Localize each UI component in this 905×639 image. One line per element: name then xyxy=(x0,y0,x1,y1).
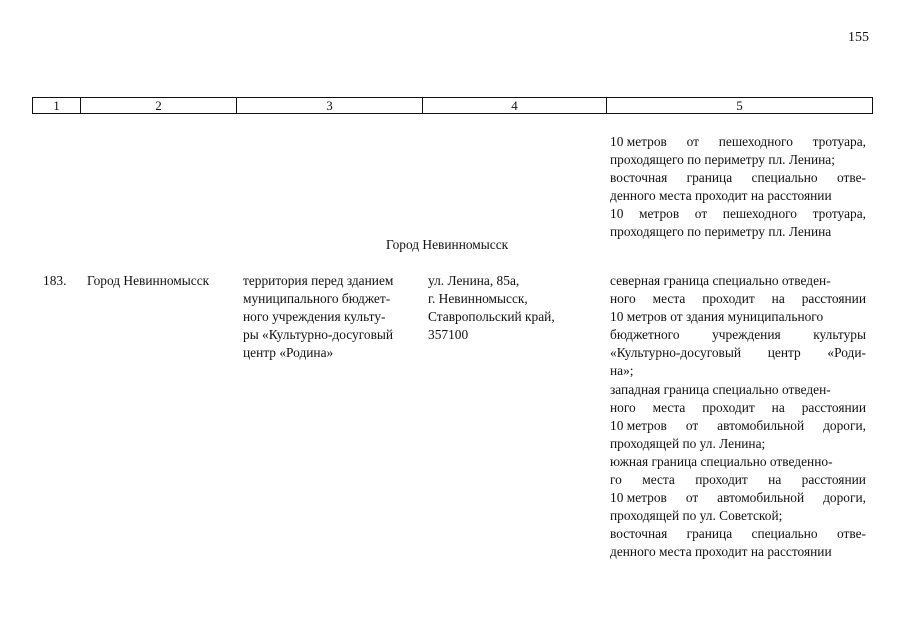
text-line xyxy=(610,453,866,471)
column-header-row xyxy=(33,98,873,114)
text-line xyxy=(243,326,418,344)
text-fragment: отве- xyxy=(836,526,866,542)
column-header-1: 1 xyxy=(33,98,81,114)
text-line xyxy=(610,326,866,344)
text-fragment: ного xyxy=(610,399,636,415)
text-line xyxy=(610,344,866,362)
text-fragment: расстоянии xyxy=(801,291,866,307)
text-fragment: дороги, xyxy=(823,417,866,433)
text-fragment: проходит xyxy=(702,291,755,307)
text-fragment: денного места проходит на расстоянии xyxy=(610,544,832,560)
text-fragment: дороги, xyxy=(823,490,866,506)
text-line xyxy=(428,308,598,326)
column-header-4: 4 xyxy=(423,98,607,114)
text-line xyxy=(610,187,866,205)
text-line xyxy=(610,399,866,417)
row-territory xyxy=(243,272,418,362)
text-fragment: ры «Культурно-досуговый xyxy=(243,327,394,343)
text-fragment: денного места проходит на расстоянии xyxy=(610,188,832,204)
text-line xyxy=(428,272,598,290)
column-header-table xyxy=(32,97,873,114)
text-fragment: расстоянии xyxy=(801,399,866,415)
text-line xyxy=(610,489,866,507)
text-fragment: 10 метров от здания муниципального xyxy=(610,309,824,325)
text-fragment: граница xyxy=(686,170,733,186)
text-fragment: пешеходного xyxy=(722,206,798,222)
text-fragment: специально xyxy=(751,170,818,186)
text-fragment: от xyxy=(694,206,708,222)
text-fragment: ного xyxy=(610,291,636,307)
text-fragment: пешеходного xyxy=(718,134,793,149)
text-line xyxy=(243,308,418,326)
text-fragment: места xyxy=(652,291,686,307)
text-line xyxy=(610,205,866,223)
text-fragment: центр «Родина» xyxy=(243,345,334,361)
text-fragment: северная граница специально отведен- xyxy=(610,273,831,288)
text-fragment: тротуара, xyxy=(812,206,866,222)
text-fragment: южная граница специально отведенно- xyxy=(610,453,833,469)
row-description xyxy=(610,272,866,562)
text-line xyxy=(610,133,866,151)
text-fragment: специально xyxy=(751,526,818,542)
text-fragment: от xyxy=(685,490,699,506)
page-number: 155 xyxy=(848,30,869,45)
text-fragment: западная граница специально отведен- xyxy=(610,381,831,397)
text-line xyxy=(610,169,866,187)
text-line xyxy=(243,290,418,308)
text-fragment: проходящего по периметру пл. Ленина; xyxy=(610,152,835,168)
row-number: 183. xyxy=(43,273,67,288)
column-header-5: 5 xyxy=(607,98,873,114)
text-fragment: автомобильной xyxy=(717,417,805,433)
text-line xyxy=(610,308,866,326)
text-fragment: центр xyxy=(767,345,801,361)
text-fragment: г. Невинномысск, xyxy=(428,291,528,307)
text-fragment: граница xyxy=(686,526,733,542)
text-fragment: муниципального бюджет- xyxy=(243,291,391,307)
text-fragment: 10 метров xyxy=(610,417,667,433)
text-fragment: на xyxy=(768,472,782,488)
text-fragment: 357100 xyxy=(428,327,469,343)
text-fragment: отве- xyxy=(836,170,866,186)
text-line xyxy=(610,151,866,169)
text-fragment: ул. Ленина, 85а, xyxy=(428,273,520,288)
text-line xyxy=(610,543,866,561)
text-line xyxy=(610,381,866,399)
row-city: Город Невинномысск xyxy=(87,273,210,288)
text-fragment: территория перед зданием xyxy=(243,273,394,288)
text-fragment: на»; xyxy=(610,363,634,379)
text-line xyxy=(610,272,866,290)
text-line xyxy=(428,326,598,344)
continued-description xyxy=(610,133,866,242)
text-fragment: учреждения xyxy=(712,327,781,343)
text-fragment: «Роди- xyxy=(827,345,866,361)
text-fragment: расстоянии xyxy=(801,472,866,488)
text-fragment: от xyxy=(685,417,699,433)
text-line xyxy=(610,290,866,308)
section-title: Город Невинномысск xyxy=(386,237,509,252)
text-fragment: восточная xyxy=(610,170,668,186)
text-fragment: Ставропольский край, xyxy=(428,309,555,325)
text-fragment: на xyxy=(771,291,785,307)
text-fragment: автомобильной xyxy=(717,490,805,506)
text-fragment: восточная xyxy=(610,526,668,542)
text-fragment: тротуара, xyxy=(812,134,866,149)
text-line xyxy=(610,435,866,453)
text-fragment: ного учреждения культу- xyxy=(243,309,386,325)
text-line xyxy=(243,272,418,290)
text-fragment: на xyxy=(771,399,785,415)
column-header-3: 3 xyxy=(237,98,423,114)
text-fragment: проходит xyxy=(695,472,748,488)
text-fragment: проходящего по периметру пл. Ленина xyxy=(610,224,832,240)
text-fragment: проходит xyxy=(702,399,755,415)
text-fragment: 10 метров xyxy=(610,490,667,506)
text-line xyxy=(428,290,598,308)
text-line xyxy=(610,362,866,380)
text-fragment: места xyxy=(652,399,686,415)
row-address xyxy=(428,272,598,344)
text-fragment: места xyxy=(642,472,675,488)
text-fragment: проходящей по ул. Советской; xyxy=(610,508,783,524)
text-fragment: культуры xyxy=(813,327,866,343)
column-header-2: 2 xyxy=(81,98,237,114)
text-fragment: 10 метров xyxy=(610,134,667,149)
text-line xyxy=(610,507,866,525)
text-line xyxy=(610,525,866,543)
text-fragment: от xyxy=(686,134,699,149)
text-fragment: го xyxy=(610,472,622,488)
text-fragment: бюджетного xyxy=(610,327,680,343)
text-fragment: 10 xyxy=(610,206,624,222)
text-line xyxy=(610,417,866,435)
text-line xyxy=(610,223,866,241)
text-fragment: метров xyxy=(639,206,680,222)
text-line xyxy=(243,344,418,362)
text-line xyxy=(610,471,866,489)
text-fragment: проходящей по ул. Ленина; xyxy=(610,435,766,451)
text-fragment: «Культурно-досуговый xyxy=(610,345,742,361)
